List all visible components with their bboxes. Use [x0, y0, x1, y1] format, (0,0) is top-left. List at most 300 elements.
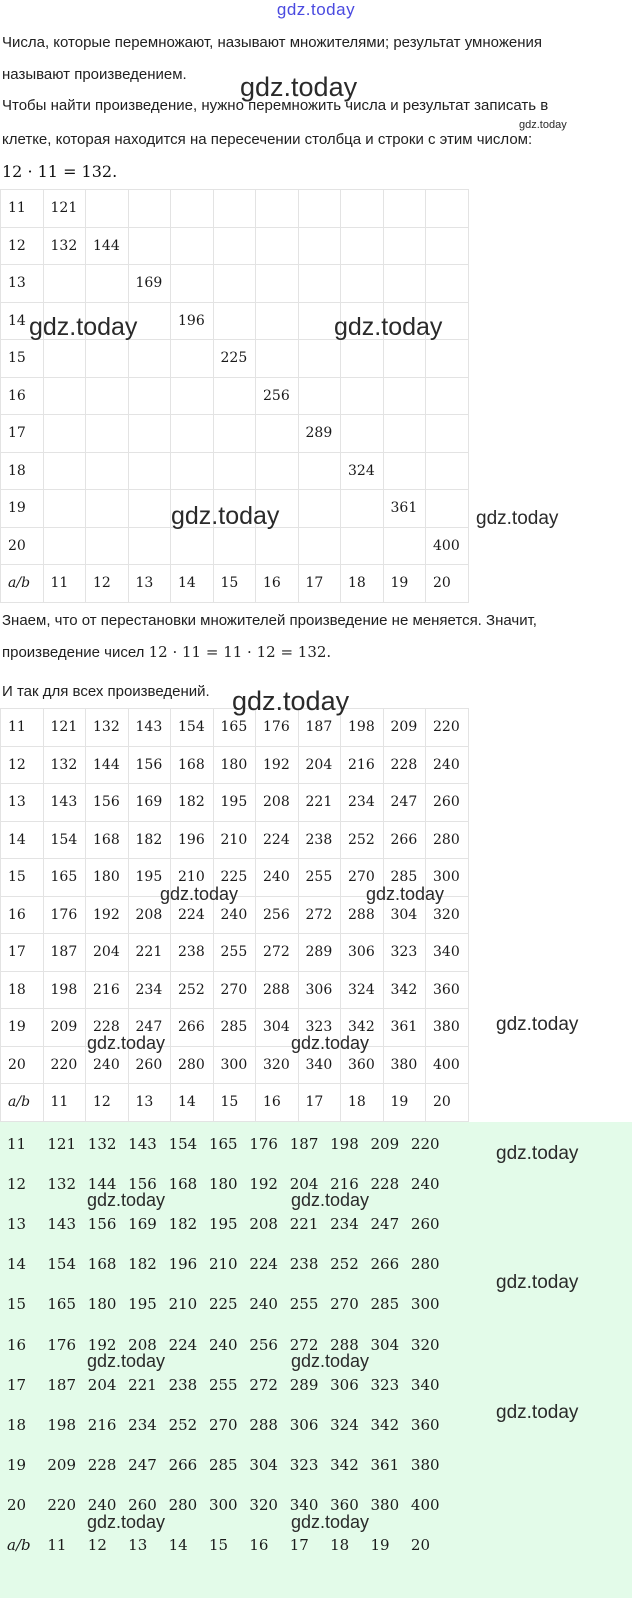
row-header-cell: 17 [7, 1375, 27, 1394]
product-cell [213, 527, 256, 565]
product-cell: 361 [370, 1455, 400, 1474]
column-header-cell: 15 [213, 565, 256, 603]
product-cell [341, 265, 384, 303]
product-cell: 252 [341, 821, 384, 859]
product-cell: 240 [410, 1175, 440, 1194]
equation-12x11: 12 · 11 = 132. [2, 162, 118, 181]
table-row [1, 1084, 469, 1122]
product-cell: 324 [330, 1415, 359, 1434]
column-header-cell: 17 [298, 565, 341, 603]
product-cell [298, 527, 341, 565]
product-cell: 255 [208, 1375, 238, 1394]
column-header-cell: 16 [249, 1535, 269, 1554]
product-cell [213, 377, 256, 415]
product-cell: 195 [128, 859, 171, 897]
product-cell: 240 [426, 746, 469, 784]
product-cell [383, 452, 426, 490]
product-cell: 360 [330, 1495, 359, 1514]
site-brand[interactable]: gdz.today [276, 0, 356, 19]
product-cell: 252 [171, 971, 214, 1009]
product-cell [171, 415, 214, 453]
product-cell: 169 [128, 265, 171, 303]
table-row [1, 565, 469, 603]
product-cell [383, 527, 426, 565]
product-cell [43, 377, 86, 415]
product-cell [383, 377, 426, 415]
product-cell: 154 [43, 821, 86, 859]
table-row [0, 1284, 444, 1324]
column-header-cell: 13 [128, 1084, 171, 1122]
product-cell: 300 [213, 1046, 256, 1084]
product-cell: 360 [426, 971, 469, 1009]
watermark: gdz.today [334, 313, 443, 341]
table-row [0, 1445, 444, 1485]
product-cell: 270 [213, 971, 256, 1009]
product-cell: 182 [128, 821, 171, 859]
product-cell [86, 415, 129, 453]
product-cell: 340 [426, 934, 469, 972]
product-cell: 198 [43, 971, 86, 1009]
column-header-cell: 18 [341, 1084, 384, 1122]
product-cell [43, 527, 86, 565]
table-row [0, 1324, 444, 1364]
column-header-cell: 18 [341, 565, 384, 603]
full-table [0, 708, 469, 1122]
watermark: gdz.today [291, 1351, 370, 1371]
column-header-cell: 17 [289, 1535, 309, 1554]
column-header-cell: 20 [426, 565, 469, 603]
product-cell: 182 [171, 784, 214, 822]
product-cell: 260 [128, 1495, 157, 1514]
column-header-cell: 16 [256, 1084, 299, 1122]
product-cell: 234 [128, 971, 171, 1009]
product-cell: 208 [256, 784, 299, 822]
product-cell: 208 [128, 1335, 157, 1354]
table-row [1, 377, 469, 415]
product-cell: 225 [213, 859, 256, 897]
product-cell [171, 265, 214, 303]
product-cell: 143 [47, 1215, 77, 1234]
table-row [0, 1405, 444, 1445]
row-header-cell: 14 [1, 821, 44, 859]
product-cell: 224 [256, 821, 299, 859]
row-header-cell: 11 [1, 190, 44, 228]
product-cell: 209 [383, 709, 426, 747]
product-cell [341, 227, 384, 265]
product-cell: 168 [86, 821, 129, 859]
watermark: gdz.today [291, 1033, 370, 1053]
product-cell: 156 [86, 784, 129, 822]
row-header-cell: 19 [7, 1455, 27, 1474]
product-cell: 192 [87, 1335, 117, 1354]
product-cell [298, 227, 341, 265]
product-cell [171, 377, 214, 415]
product-cell: 156 [128, 746, 171, 784]
product-cell: 176 [47, 1335, 77, 1354]
table-row [0, 1204, 444, 1244]
text-commutative-line2 [2, 643, 627, 661]
product-cell: 320 [249, 1495, 278, 1514]
table-row [1, 340, 469, 378]
product-cell: 360 [410, 1415, 440, 1434]
row-header-cell: 19 [1, 1009, 44, 1047]
product-cell [383, 415, 426, 453]
product-cell: 165 [43, 859, 86, 897]
product-cell [256, 227, 299, 265]
product-cell [86, 265, 129, 303]
product-cell: 195 [213, 784, 256, 822]
row-header-cell: 20 [1, 527, 44, 565]
product-cell [213, 227, 256, 265]
product-cell: 238 [168, 1375, 198, 1394]
text-commutative-line1: Знаем, что от перестановки множителей произведение не меняется. Значит, [2, 612, 537, 629]
text-howto-line2: клетке, которая находится на пересечении столбца и строки с этим числом: [2, 131, 533, 148]
product-cell: 216 [330, 1175, 359, 1194]
product-cell: 289 [289, 1375, 319, 1394]
table-row [1, 821, 469, 859]
row-header-cell: 19 [1, 490, 44, 528]
answer-table [0, 1124, 444, 1565]
watermark: gdz.today [240, 72, 358, 102]
product-cell: 221 [128, 1375, 157, 1394]
watermark: gdz.today [171, 502, 280, 530]
product-cell: 210 [208, 1255, 238, 1274]
product-cell [213, 452, 256, 490]
product-cell [341, 527, 384, 565]
product-cell: 323 [370, 1375, 400, 1394]
product-cell: 182 [168, 1215, 198, 1234]
axis-label-cell: a/b [7, 1535, 31, 1554]
product-cell [341, 490, 384, 528]
product-cell [86, 490, 129, 528]
product-cell [383, 265, 426, 303]
product-cell [341, 190, 384, 228]
product-cell [86, 527, 129, 565]
product-cell [383, 227, 426, 265]
product-cell: 247 [128, 1455, 157, 1474]
product-cell: 340 [410, 1375, 440, 1394]
product-cell [86, 190, 129, 228]
table-row [1, 452, 469, 490]
watermark: gdz.today [160, 884, 239, 904]
product-cell: 234 [341, 784, 384, 822]
product-cell [426, 227, 469, 265]
column-header-cell: 15 [208, 1535, 229, 1554]
product-cell [298, 340, 341, 378]
product-cell: 143 [128, 709, 171, 747]
product-cell: 198 [341, 709, 384, 747]
product-cell: 260 [426, 784, 469, 822]
product-cell: 132 [87, 1135, 117, 1154]
product-cell: 234 [128, 1415, 157, 1434]
product-cell: 256 [249, 1335, 278, 1354]
product-cell [256, 340, 299, 378]
product-cell: 180 [86, 859, 129, 897]
product-cell: 220 [410, 1135, 440, 1154]
column-header-cell: 13 [128, 565, 171, 603]
column-header-cell: 18 [330, 1535, 350, 1554]
product-cell: 220 [47, 1495, 77, 1514]
product-cell: 209 [43, 1009, 86, 1047]
product-cell: 143 [128, 1135, 157, 1154]
text-howto-line1: Чтобы найти произведение, нужно перемножить числа и результат записать в [2, 97, 549, 114]
product-cell: 280 [171, 1046, 214, 1084]
product-cell [426, 190, 469, 228]
product-cell: 121 [43, 190, 86, 228]
product-cell: 280 [426, 821, 469, 859]
product-cell: 306 [341, 934, 384, 972]
product-cell: 221 [128, 934, 171, 972]
product-cell [171, 190, 214, 228]
product-cell: 285 [383, 859, 426, 897]
product-cell: 132 [43, 746, 86, 784]
product-cell: 323 [298, 1009, 341, 1047]
product-cell: 240 [87, 1495, 117, 1514]
product-cell: 247 [383, 784, 426, 822]
table-row [1, 934, 469, 972]
table-row [1, 971, 469, 1009]
watermark: gdz.today [87, 1512, 166, 1532]
product-cell: 266 [383, 821, 426, 859]
product-cell: 144 [86, 227, 129, 265]
column-header-cell: 11 [47, 1535, 67, 1554]
row-header-cell: 16 [7, 1335, 27, 1354]
row-header-cell: 16 [1, 377, 44, 415]
product-cell: 169 [128, 784, 171, 822]
row-header-cell: 18 [7, 1415, 27, 1434]
watermark: gdz.today [87, 1190, 166, 1210]
product-cell: 198 [47, 1415, 77, 1434]
product-cell: 121 [43, 709, 86, 747]
row-header-cell: 15 [1, 340, 44, 378]
row-header-cell: 12 [7, 1175, 27, 1194]
product-cell: 288 [341, 896, 384, 934]
product-cell: 252 [330, 1255, 359, 1274]
product-cell [426, 490, 469, 528]
product-cell: 340 [298, 1046, 341, 1084]
watermark: gdz.today [232, 686, 350, 716]
product-cell: 304 [256, 1009, 299, 1047]
product-cell [43, 490, 86, 528]
product-cell: 228 [87, 1455, 117, 1474]
product-cell: 187 [298, 709, 341, 747]
product-cell [171, 340, 214, 378]
product-cell: 198 [330, 1135, 359, 1154]
product-cell [256, 452, 299, 490]
product-cell: 300 [208, 1495, 238, 1514]
product-cell: 224 [249, 1255, 278, 1274]
watermark: gdz.today [496, 1014, 579, 1035]
product-cell [341, 415, 384, 453]
product-cell: 240 [256, 859, 299, 897]
product-cell: 272 [289, 1335, 319, 1354]
product-cell [86, 377, 129, 415]
product-cell: 380 [410, 1455, 440, 1474]
product-cell: 132 [43, 227, 86, 265]
watermark: gdz.today [291, 1512, 370, 1532]
product-cell: 256 [256, 896, 299, 934]
product-cell: 255 [289, 1295, 319, 1314]
watermark: gdz.today [87, 1033, 166, 1053]
product-cell: 221 [289, 1215, 319, 1234]
product-cell: 289 [298, 934, 341, 972]
product-cell [43, 415, 86, 453]
product-cell [426, 265, 469, 303]
product-cell: 224 [171, 896, 214, 934]
product-cell: 342 [370, 1415, 400, 1434]
column-header-cell: 19 [383, 565, 426, 603]
product-cell: 255 [213, 934, 256, 972]
product-cell: 247 [370, 1215, 400, 1234]
product-cell: 323 [383, 934, 426, 972]
product-cell [213, 265, 256, 303]
product-cell: 306 [298, 971, 341, 1009]
product-cell: 400 [426, 527, 469, 565]
product-cell: 209 [47, 1455, 77, 1474]
product-cell [213, 415, 256, 453]
product-cell: 340 [289, 1495, 319, 1514]
product-cell: 121 [47, 1135, 77, 1154]
product-cell: 272 [249, 1375, 278, 1394]
product-cell: 209 [370, 1135, 400, 1154]
product-cell [341, 377, 384, 415]
product-cell: 154 [171, 709, 214, 747]
product-cell [256, 527, 299, 565]
product-cell: 288 [249, 1415, 278, 1434]
product-cell: 252 [168, 1415, 198, 1434]
product-cell [341, 340, 384, 378]
product-cell: 182 [128, 1255, 157, 1274]
product-cell [383, 190, 426, 228]
product-cell [171, 227, 214, 265]
column-header-cell: 20 [410, 1535, 430, 1554]
column-header-cell: 15 [213, 1084, 256, 1122]
product-cell: 255 [298, 859, 341, 897]
product-cell: 204 [289, 1175, 319, 1194]
product-cell [426, 340, 469, 378]
product-cell: 380 [370, 1495, 400, 1514]
product-cell: 260 [410, 1215, 440, 1234]
product-cell: 192 [86, 896, 129, 934]
product-cell: 300 [426, 859, 469, 897]
row-header-cell: 15 [7, 1295, 27, 1314]
product-cell: 238 [289, 1255, 319, 1274]
product-cell: 280 [168, 1495, 198, 1514]
product-cell: 304 [249, 1455, 278, 1474]
table-row [0, 1365, 444, 1405]
product-cell [213, 190, 256, 228]
product-cell: 180 [208, 1175, 238, 1194]
column-header-cell: 16 [256, 565, 299, 603]
row-header-cell: 12 [1, 746, 44, 784]
product-cell: 228 [86, 1009, 129, 1047]
product-cell: 400 [410, 1495, 440, 1514]
table-row [1, 527, 469, 565]
table-row [0, 1124, 444, 1164]
product-cell: 380 [426, 1009, 469, 1047]
text-multipliers-line1: Числа, которые перемножают, называют множителями; результат умножения [2, 34, 542, 51]
product-cell [426, 377, 469, 415]
product-cell [86, 452, 129, 490]
column-header-cell: 14 [168, 1535, 188, 1554]
row-header-cell: 11 [1, 709, 44, 747]
product-cell [86, 340, 129, 378]
product-cell: 132 [47, 1175, 77, 1194]
axis-label-cell: a/b [1, 565, 44, 603]
product-cell: 180 [87, 1295, 117, 1314]
product-cell [256, 190, 299, 228]
product-cell [128, 227, 171, 265]
product-cell: 266 [171, 1009, 214, 1047]
column-header-cell: 12 [87, 1535, 107, 1554]
product-cell: 270 [330, 1295, 359, 1314]
watermark: gdz.today [496, 1402, 579, 1423]
column-header-cell: 20 [426, 1084, 469, 1122]
product-cell: 300 [410, 1295, 440, 1314]
product-cell: 224 [168, 1335, 198, 1354]
product-cell: 285 [213, 1009, 256, 1047]
product-cell: 210 [168, 1295, 198, 1314]
product-cell: 196 [171, 302, 214, 340]
product-cell: 288 [256, 971, 299, 1009]
column-header-cell: 11 [43, 565, 86, 603]
product-cell [256, 302, 299, 340]
product-cell: 320 [426, 896, 469, 934]
product-cell: 195 [128, 1295, 157, 1314]
product-cell: 165 [47, 1295, 77, 1314]
product-cell: 240 [249, 1295, 278, 1314]
watermark: gdz.today [476, 508, 559, 529]
row-header-cell: 16 [1, 896, 44, 934]
text-multipliers-line2: называют произведением. [2, 66, 187, 83]
product-cell [128, 452, 171, 490]
product-cell: 361 [383, 1009, 426, 1047]
product-cell: 192 [256, 746, 299, 784]
product-cell: 342 [330, 1455, 359, 1474]
product-cell [43, 265, 86, 303]
product-cell [298, 265, 341, 303]
product-cell [128, 340, 171, 378]
product-cell: 228 [383, 746, 426, 784]
watermark: gdz.today [519, 119, 567, 131]
product-cell: 285 [208, 1455, 238, 1474]
product-cell [128, 415, 171, 453]
table-row [0, 1485, 444, 1525]
product-cell [298, 490, 341, 528]
product-cell: 216 [86, 971, 129, 1009]
watermark: gdz.today [496, 1143, 579, 1164]
product-cell: 168 [171, 746, 214, 784]
column-header-cell: 17 [298, 1084, 341, 1122]
product-cell [256, 415, 299, 453]
product-cell: 400 [426, 1046, 469, 1084]
product-cell [298, 190, 341, 228]
product-cell: 195 [208, 1215, 238, 1234]
product-cell: 238 [171, 934, 214, 972]
product-cell: 169 [128, 1215, 157, 1234]
product-cell: 156 [87, 1215, 117, 1234]
product-cell: 221 [298, 784, 341, 822]
product-cell: 204 [298, 746, 341, 784]
product-cell: 304 [383, 896, 426, 934]
table-row [1, 746, 469, 784]
product-cell: 208 [249, 1215, 278, 1234]
column-header-cell: 19 [383, 1084, 426, 1122]
product-cell [213, 302, 256, 340]
product-cell: 187 [47, 1375, 77, 1394]
product-cell: 204 [86, 934, 129, 972]
product-cell: 168 [87, 1255, 117, 1274]
